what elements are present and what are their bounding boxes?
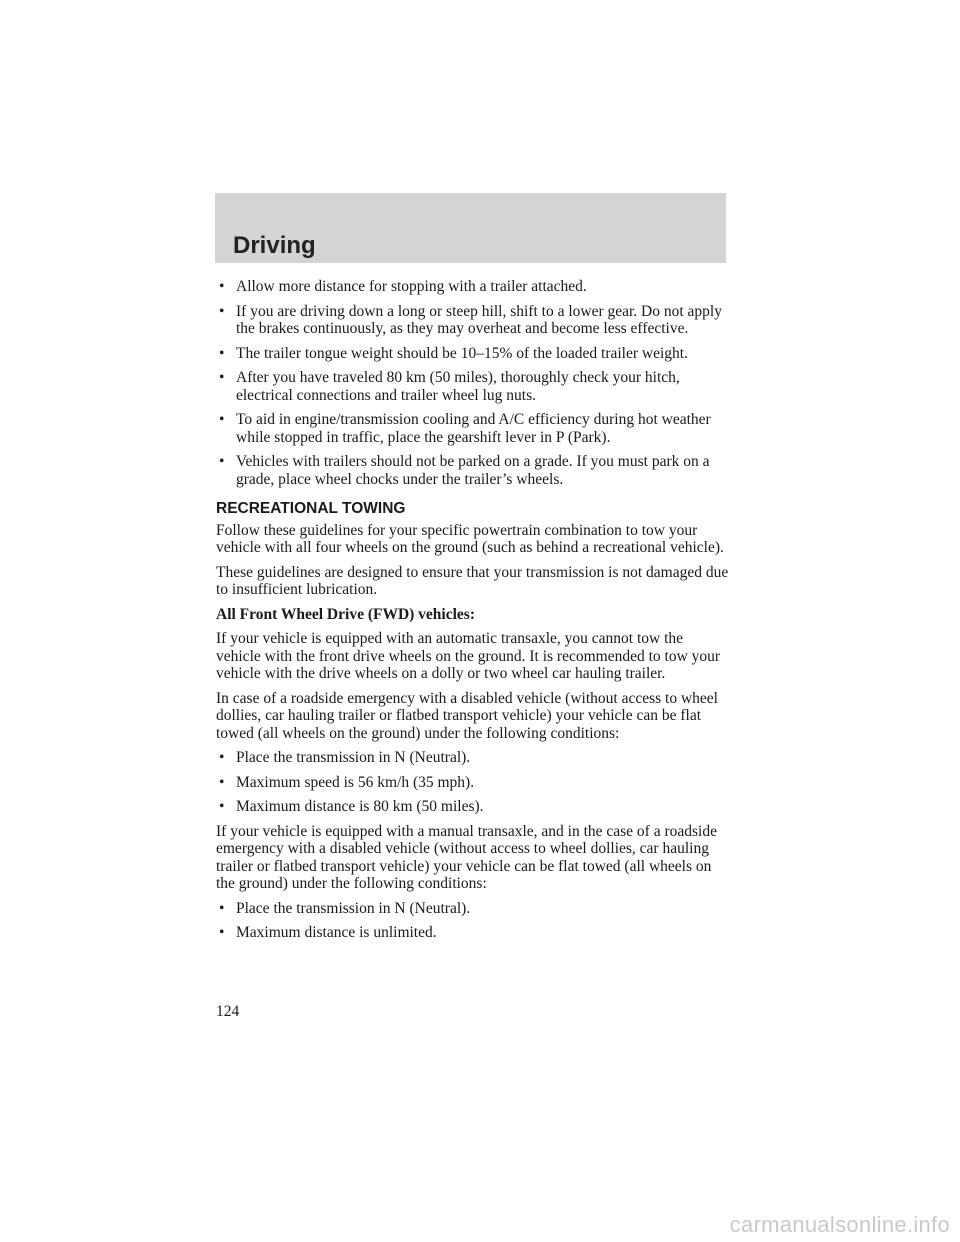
list-item bbox=[216, 411, 730, 446]
list-item-text: Allow more distance for stopping with a trailer attached. bbox=[236, 278, 587, 295]
list-item bbox=[216, 798, 730, 816]
roadside-emergency-text: In case of a roadside emergency with a disabled vehicle (without access to wheel dollies, car hauling trailer or flatbed transport vehicle) your vehicle can be flat towed (all wheels on the ground) under the following conditions: bbox=[216, 689, 718, 742]
page-number: 124 bbox=[216, 1003, 240, 1020]
list-item-text: Maximum distance is unlimited. bbox=[236, 924, 437, 941]
list-item bbox=[216, 900, 730, 918]
automatic-conditions-list bbox=[216, 749, 730, 816]
fwd-heading: All Front Wheel Drive (FWD) vehicles: bbox=[216, 605, 475, 623]
list-item-text: Vehicles with trailers should not be parked on a grade. If you must park on a grade, place wheel chocks under the trailer’s wheels. bbox=[236, 453, 710, 488]
list-item bbox=[216, 303, 730, 338]
bullet-icon: • bbox=[219, 369, 225, 386]
bullet-icon: • bbox=[219, 798, 225, 815]
list-item bbox=[216, 749, 730, 767]
manual-conditions-list bbox=[216, 900, 730, 942]
list-item bbox=[216, 774, 730, 792]
bullet-icon: • bbox=[219, 773, 225, 791]
page-content bbox=[216, 278, 730, 949]
recreational-intro: Follow these guidelines for your specific powertrain combination to tow your vehicle with all four wheels on the ground (such as behind a recreational vehicle). bbox=[216, 521, 724, 556]
list-item-text: After you have traveled 80 km (50 miles), thoroughly check your hitch, electrical connections and trailer wheel lug nuts. bbox=[236, 369, 680, 404]
list-item-text: Maximum speed is 56 km/h (35 mph). bbox=[236, 773, 475, 791]
list-item-text: If you are driving down a long or steep hill, shift to a lower gear. Do not apply the brakes continuously, as they may overheat and become less effective. bbox=[236, 302, 722, 337]
list-item-text: Maximum distance is 80 km (50 miles). bbox=[236, 798, 484, 815]
list-item bbox=[216, 278, 730, 296]
recreational-purpose: These guidelines are designed to ensure that your transmission is not damaged due to insufficient lubrication. bbox=[216, 563, 729, 598]
bullet-icon: • bbox=[219, 302, 225, 320]
bullet-icon: • bbox=[219, 411, 225, 428]
list-item bbox=[216, 345, 730, 363]
list-item bbox=[216, 924, 730, 942]
list-item-text: Place the transmission in N (Neutral). bbox=[236, 899, 471, 917]
bullet-icon: • bbox=[219, 278, 225, 295]
bullet-icon: • bbox=[219, 344, 225, 362]
list-item bbox=[216, 453, 730, 488]
bullet-icon: • bbox=[219, 749, 225, 766]
list-item-text: The trailer tongue weight should be 10–15% of the loaded trailer weight. bbox=[236, 344, 688, 362]
list-item-text: To aid in engine/transmission cooling and A/C efficiency during hot weather while stopped in traffic, place the gearshift lever in P (Park). bbox=[236, 411, 711, 446]
list-item-text: Place the transmission in N (Neutral). bbox=[236, 749, 471, 766]
trailer-tips-list bbox=[216, 278, 730, 488]
bullet-icon: • bbox=[219, 899, 225, 917]
bullet-icon: • bbox=[219, 924, 225, 941]
section-title: Driving bbox=[233, 232, 316, 259]
recreational-towing-heading: RECREATIONAL TOWING bbox=[216, 500, 406, 517]
manual-transaxle-text: If your vehicle is equipped with a manual transaxle, and in the case of a roadside emergency with a disabled vehicle (without access to wheel dollies, car hauling trailer or flatbed transport vehicle) your vehicle can be flat towed (all wheels on the ground) under the following conditions: bbox=[216, 822, 717, 892]
list-item bbox=[216, 369, 730, 404]
automatic-transaxle-text: If your vehicle is equipped with an automatic transaxle, you cannot tow the vehicle with the front drive wheels on the ground. It is recommended to tow your vehicle with the drive wheels on a dolly or two wheel car hauling trailer. bbox=[216, 630, 721, 682]
watermark: carmanualsonline.info bbox=[729, 1212, 950, 1237]
bullet-icon: • bbox=[219, 453, 225, 470]
